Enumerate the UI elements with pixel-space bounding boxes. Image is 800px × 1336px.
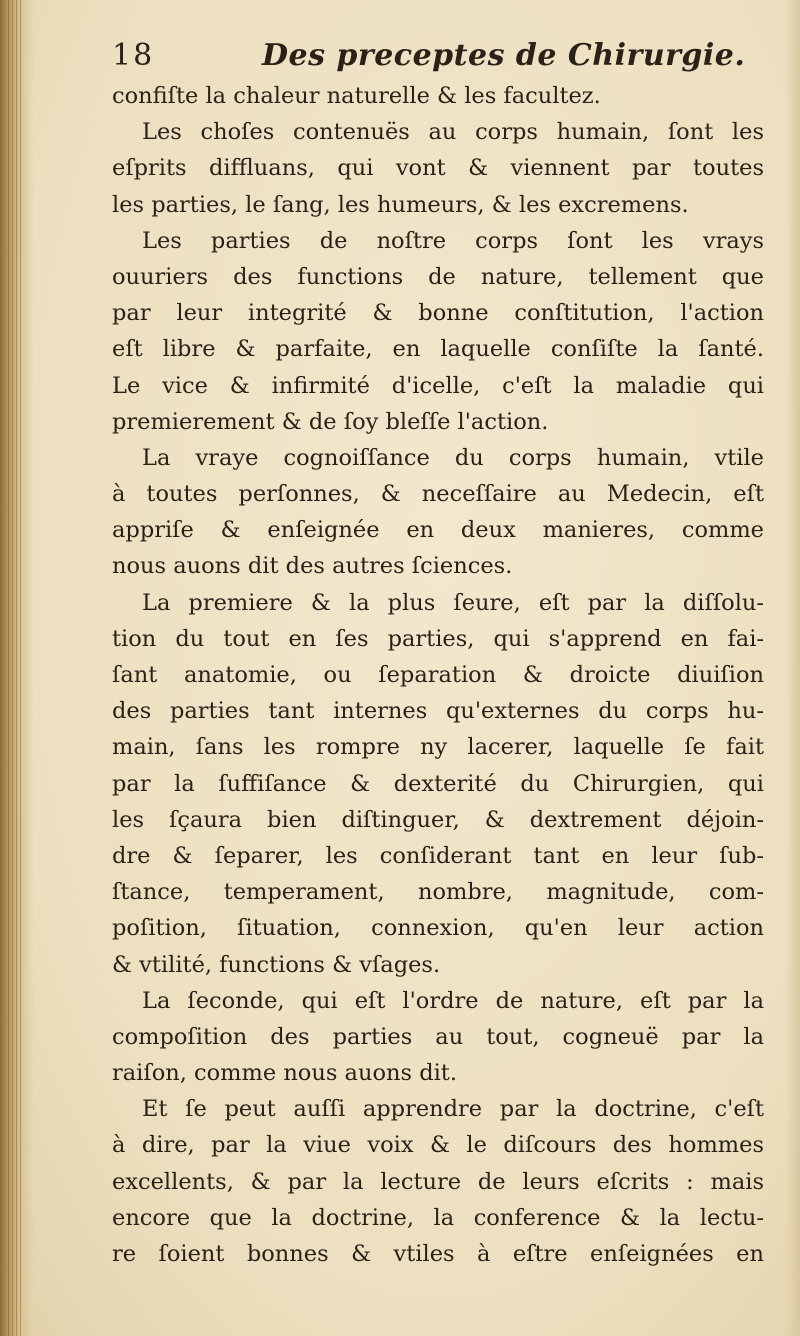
body-text (112, 78, 764, 1272)
text-line: eſt libre & parfaite, en laquelle conſiſte la ſanté. (112, 336, 764, 363)
text-line: eſprits diffluans, qui vont & viennent par toutes (112, 155, 764, 182)
text-line: raiſon, comme nous auons dit. (112, 1060, 457, 1087)
text-line: par la ſuffiſance & dexterité du Chirurgien, qui (112, 770, 764, 797)
text-line: ouuriers des functions de nature, tellement que (112, 263, 764, 290)
text-line: des parties tant internes qu'externes du corps hu- (112, 698, 764, 725)
text-line: les ſçaura bien diſtinguer, & dextrement déjoin- (112, 806, 764, 833)
text-line: Les parties de noſtre corps ſont les vrays (142, 227, 764, 254)
text-line: à toutes perſonnes, & neceſſaire au Medecin, eſt (112, 481, 764, 508)
text-line: appriſe & enſeignée en deux manieres, comme (112, 517, 764, 544)
text-line: excellents, & par la lecture de leurs eſcrits : mais (112, 1168, 764, 1195)
text-line: La premiere & la plus ſeure, eſt par la diſſolu- (142, 589, 764, 616)
text-line: nous auons dit des autres ſciences. (112, 553, 513, 580)
text-line: Le vice & infirmité d'icelle, c'eſt la maladie qui (112, 372, 764, 399)
text-line: par leur integrité & bonne conſtitution, l'action (112, 300, 764, 327)
text-line: main, ſans les rompre ny lacerer, laquelle ſe fait (112, 734, 764, 761)
text-line: confiſte la chaleur naturelle & les facultez. (112, 83, 601, 109)
binding-shadow-lines (8, 0, 22, 1336)
page-header (112, 38, 772, 82)
text-line: les parties, le ſang, les humeurs, & les excremens. (112, 191, 689, 218)
text-line: compoſition des parties au tout, cogneuë par la (112, 1023, 764, 1050)
text-line: tion du tout en ſes parties, qui s'apprend en fai- (112, 625, 764, 652)
text-line: La ſeconde, qui eſt l'ordre de nature, eſt par la (142, 987, 764, 1014)
page-edge (786, 0, 800, 1336)
page-number: 18 (112, 38, 155, 73)
text-line: re ſoient bonnes & vtiles à eſtre enſeignées en (112, 1241, 764, 1267)
text-line: dre & ſeparer, les conſiderant tant en leur ſub- (112, 842, 764, 869)
text-line: à dire, par la viue voix & le diſcours des hommes (112, 1132, 764, 1159)
text-line: Les choſes contenuës au corps humain, ſont les (142, 119, 764, 146)
text-line: La vraye cognoiſſance du corps humain, vtile (142, 444, 764, 471)
text-line: & vtilité, functions & vſages. (112, 951, 441, 978)
text-line: Et ſe peut auſſi apprendre par la doctrine, c'eſt (142, 1096, 764, 1123)
text-line: ſtance, temperament, nombre, magnitude, com- (112, 879, 764, 906)
running-title: Des preceptes de Chirurgie. (262, 38, 746, 73)
text-line: premierement & de ſoy bleſſe l'action. (112, 408, 549, 435)
text-line: ſant anatomie, ou ſeparation & droicte diuiſion (112, 662, 764, 688)
text-line: poſition, ſituation, connexion, qu'en leur action (112, 915, 764, 942)
text-line: encore que la doctrine, la conference & la lectu- (112, 1204, 764, 1231)
